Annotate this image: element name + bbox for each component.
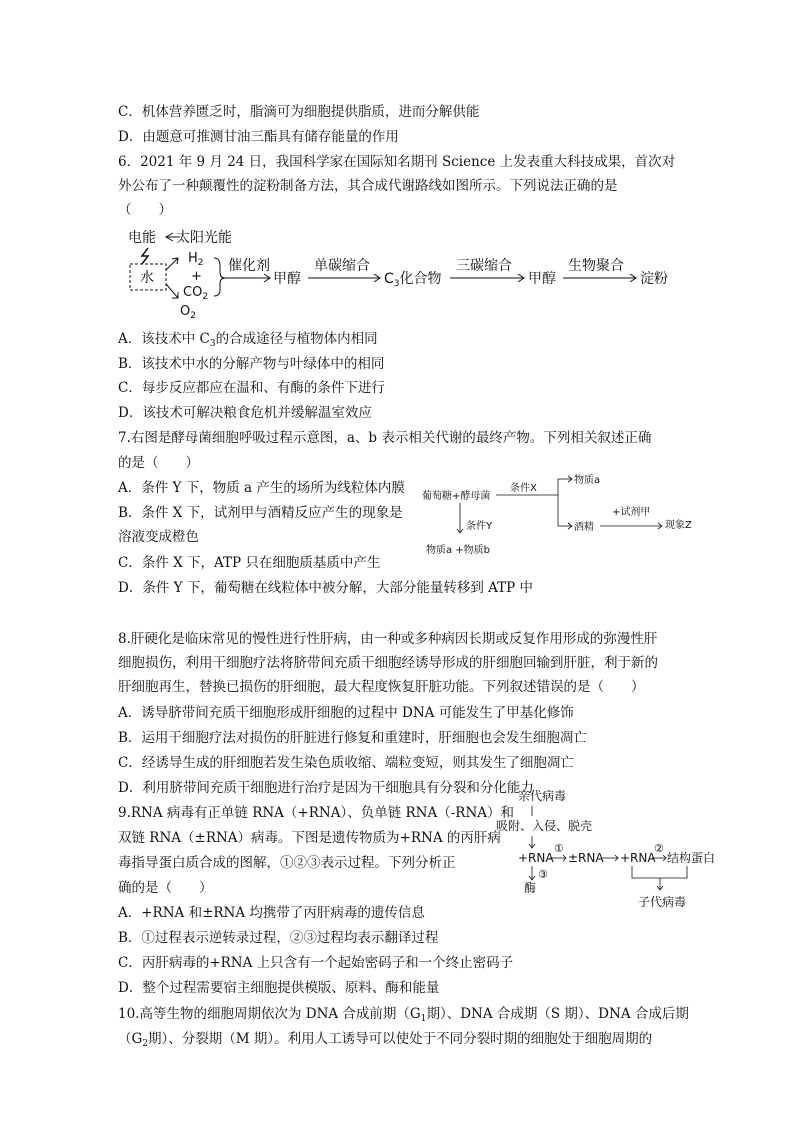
o2-label: O [180, 304, 191, 319]
single-carbon-condensation-label: 单碳缩合 [314, 258, 370, 274]
q10-stem-line1 [118, 1005, 689, 1028]
q6-option-a-pre: A．该技术中 C [118, 331, 210, 347]
phenomenon-z-label: 现象Z [665, 520, 692, 531]
q9-stem-line2: 双链 RNA（±RNA）病毒。下图是遗传物质为+RNA 的丙肝病 [118, 830, 501, 846]
q9-stem-line4: 确的是（ ） [118, 880, 213, 896]
svg-text:O2 [180, 304, 196, 321]
q7-option-d: D．条件 Y 下，葡萄糖在线粒体中被分解，大部分能量转移到 ATP 中 [118, 580, 533, 596]
q8-stem-line3: 肝细胞再生，替换已损伤的肝细胞，最大程度恢复肝脏功能。下列叙述错误的是（ ） [118, 679, 645, 695]
q7-stem-line1: 7.右图是酵母菌细胞呼吸过程示意图，a、b 表示相关代谢的最终产物。下列相关叙述正确 [118, 430, 652, 446]
catalyst-label: 催化剂 [228, 258, 270, 274]
o2-sub: 2 [190, 311, 196, 321]
svg-text:CO2 [183, 285, 208, 302]
q6-stem-line2: 外公布了一种颠覆性的淀粉制备方法，其合成代谢路线如图所示。下列说法正确的是 [118, 178, 618, 194]
structural-protein-label: 结构蛋白 [667, 851, 716, 865]
step-2-mark: ② [654, 842, 664, 855]
c3-rest: 化合物 [399, 271, 442, 287]
q6-option-b: B．该技术中水的分解产物与叶绿体中的相同 [118, 356, 385, 372]
starch-synthesis-diagram [118, 222, 678, 322]
q6-stem-line1: 6．2021 年 9 月 24 日，我国科学家在国际知名期刊 Science 上发表重大科技成果，首次对 [118, 154, 676, 170]
condition-x-label: 条件X [510, 483, 537, 494]
q9-option-a: A．+RNA 和±RNA 均携带了丙肝病毒的遗传信息 [118, 905, 425, 921]
q10-l1a: 10.高等生物的细胞周期依次为 DNA 合成前期（G [118, 1006, 421, 1022]
c3-sub: 3 [393, 279, 400, 289]
q10-g2-sub: 2 [142, 1039, 149, 1049]
q6-answer-blank: （ ） [118, 202, 172, 218]
double-rna-label: ±RNA [568, 851, 604, 865]
q6-option-a [118, 330, 378, 353]
water-label: 水 [140, 270, 154, 286]
q6-option-a-post: 的合成途径与植物体内相同 [215, 331, 378, 347]
q9-option-b: B．①过程表示逆转录过程，②③过程均表示翻译过程 [118, 930, 439, 946]
q10-g1-sub: 1 [420, 1014, 427, 1024]
q8-option-c: C．经诱导生成的肝细胞若发生染色质收缩、端粒变短，则其发生了细胞凋亡 [118, 755, 574, 771]
three-carbon-condensation-label: 三碳缩合 [456, 258, 512, 274]
svg-text:C3化合物 [384, 270, 442, 289]
plus-rna-1: +RNA [518, 851, 554, 865]
q6-option-a-sub: 3 [209, 339, 216, 349]
methanol-1: 甲醇 [273, 271, 301, 287]
q6-option-d: D．该技术可解决粮食危机并缓解温室效应 [118, 405, 372, 421]
enzyme-label: 酶 [524, 881, 537, 895]
reagent-label: +试剂甲 [612, 507, 651, 518]
q9-stem-line1: 9.RNA 病毒有正单链 RNA（+RNA）、负单链 RNA（-RNA）和 [118, 805, 515, 821]
step-3-mark: ③ [538, 868, 548, 881]
q8-stem-line1: 8.肝硬化是临床常见的慢性进行性肝病，由一种或多种病因长期或反复作用形成的弥漫性肝 [118, 631, 658, 647]
q10-l2a: （G [118, 1031, 143, 1047]
q10-l2b: 期）、分裂期（M 期）。利用人工诱导可以使处于不同分裂时期的细胞处于细胞周期的 [148, 1031, 653, 1047]
substance-a-top: 物质a [574, 475, 601, 486]
c3-label: C [384, 271, 394, 287]
q8-option-b: B．运用干细胞疗法对损伤的肝脏进行修复和重建时，肝细胞也会发生细胞凋亡 [118, 730, 587, 746]
methanol-2: 甲醇 [528, 271, 556, 287]
bio-polymerization-label: 生物聚合 [568, 258, 624, 274]
q9-option-c: C．丙肝病毒的+RNA 上只含有一个起始密码子和一个终止密码子 [118, 955, 514, 971]
glucose-yeast-label: 葡萄糖+酵母菌 [422, 491, 491, 502]
q7-option-c: C．条件 X 下，ATP 只在细胞质基质中产生 [118, 555, 381, 571]
q9-option-d: D．整个过程需要宿主细胞提供模版、原料、酶和能量 [118, 980, 440, 996]
svg-text:H2 [188, 251, 204, 268]
q7-option-b-cont: 溶液变成橙色 [118, 529, 199, 545]
q8-stem-line2: 细胞损伤，利用干细胞疗法将脐带间充质干细胞经诱导形成的肝细胞回输到肝脏，利于新的 [118, 655, 658, 671]
lightning-icon [142, 248, 148, 264]
starch-label: 淀粉 [640, 271, 668, 287]
electric-energy-label: 电能 [128, 230, 156, 246]
plus-rna-2: +RNA [620, 851, 656, 865]
q6-option-c: C．每步反应都应在温和、有酶的条件下进行 [118, 380, 385, 396]
q7-option-b: B．条件 X 下，试剂甲与酒精反应产生的现象是 [118, 505, 403, 521]
alcohol-label: 酒精 [574, 522, 594, 533]
q5-option-c: C．机体营养匮乏时，脂滴可为细胞提供脂质，进而分解供能 [118, 104, 480, 120]
condition-y-label: 条件Y [466, 521, 493, 532]
h2-sub: 2 [197, 258, 204, 268]
hcv-replication-diagram [492, 786, 722, 916]
q10-l1b: 期）、DNA 合成期（S 期）、DNA 合成后期 [426, 1006, 689, 1022]
co2-sub: 2 [202, 292, 209, 302]
q8-option-a: A．诱导脐带间充质干细胞形成肝细胞的过程中 DNA 可能发生了甲基化修饰 [118, 705, 574, 721]
q8-option-d: D．利用脐带间充质干细胞进行治疗是因为干细胞具有分裂和分化能力 [118, 780, 534, 796]
adsorb-invade-uncoat-label: 吸附、入侵、脱壳 [496, 819, 593, 833]
q7-stem-line2: 的是（ ） [118, 455, 199, 471]
offspring-virus-label: 子代病毒 [638, 895, 687, 909]
q10-stem-line2 [118, 1030, 652, 1053]
solar-energy-label: 太阳光能 [176, 230, 232, 246]
yeast-respiration-diagram [420, 471, 710, 561]
h2-label: H [188, 251, 198, 266]
substance-ab-label: 物质a +物质b [426, 545, 491, 556]
plus-sign: + [191, 269, 202, 284]
step-1-mark: ① [554, 842, 564, 855]
q5-option-d: D．由题意可推测甘油三酯具有储存能量的作用 [118, 129, 399, 145]
q9-stem-line3: 毒指导蛋白质合成的图解，①②③表示过程。下列分析正 [118, 855, 456, 871]
q7-option-a: A．条件 Y 下，物质 a 产生的场所为线粒体内膜 [118, 480, 405, 496]
co2-label: CO [183, 285, 203, 300]
parent-virus-label: 亲代病毒 [518, 789, 567, 803]
